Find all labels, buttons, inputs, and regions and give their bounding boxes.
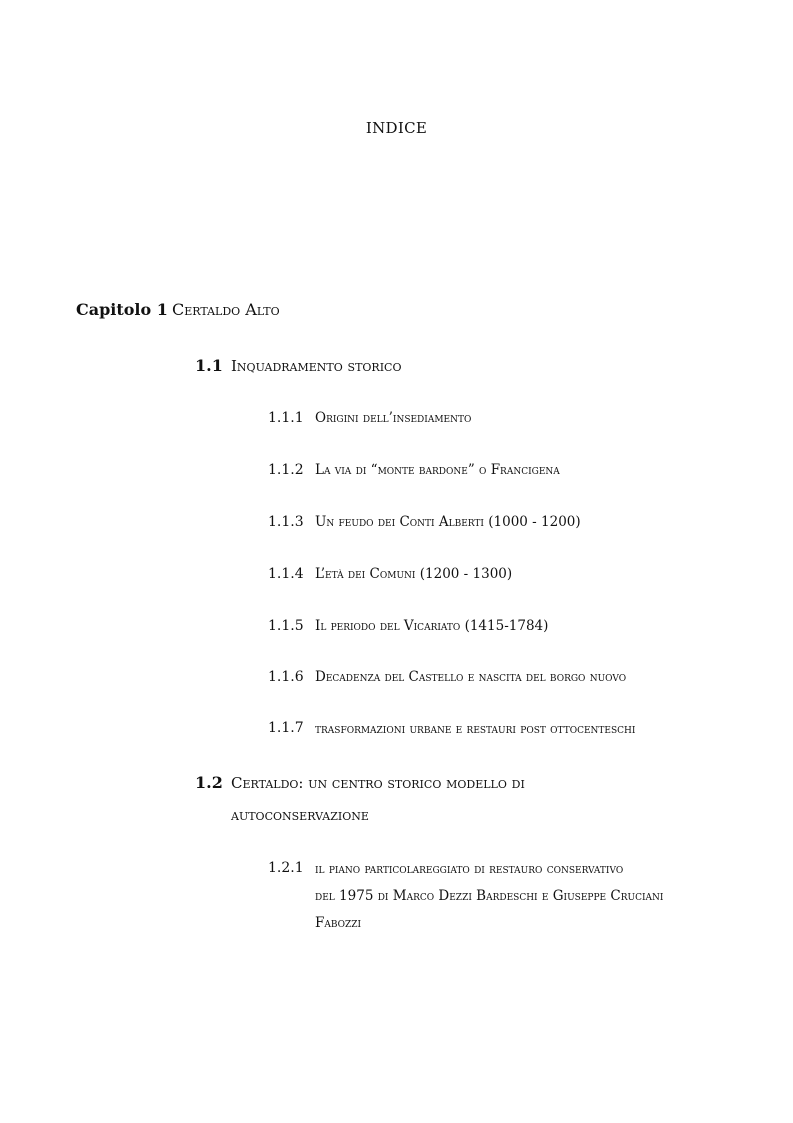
subsection-title: Decadenza del Castello e nascita del borgo nuovo [315, 669, 627, 685]
subsection-number: 1.1.5 [268, 618, 304, 634]
chapter-title: Certaldo Alto [172, 300, 280, 319]
subsection-number: 1.1.3 [268, 514, 304, 530]
section-title: Certaldo: un centro storico modello di [231, 774, 525, 792]
subsection-title-continued: del 1975 di Marco Dezzi Bardeschi e Giuseppe Cruciani [315, 888, 664, 904]
chapter-number: Capitolo 1 [76, 300, 168, 319]
subsection-title: trasformazioni urbane e restauri post ottocenteschi [315, 721, 636, 737]
subsection-number: 1.1.4 [268, 566, 304, 582]
subsection-title-continued: Fabozzi [315, 915, 362, 931]
subsection-title: Un feudo dei Conti Alberti (1000 - 1200) [315, 514, 581, 530]
subsection-title: il piano particolareggiato di restauro conservativo [315, 861, 624, 877]
page-title: INDICE [365, 119, 428, 137]
subsection-number: 1.1.2 [268, 462, 304, 478]
subsection-number: 1.1.7 [268, 720, 304, 736]
subsection-title: La via di “monte bardone” o Francigena [315, 462, 560, 478]
subsection-number: 1.2.1 [268, 860, 304, 876]
section-number: 1.1 [195, 356, 223, 375]
section-title-continued: autoconservazione [231, 806, 369, 824]
subsection-number: 1.1.1 [268, 410, 304, 426]
section-title: Inquadramento storico [231, 357, 402, 375]
subsection-number: 1.1.6 [268, 669, 304, 685]
subsection-title: L’età dei Comuni (1200 - 1300) [315, 566, 513, 582]
subsection-title: Il periodo del Vicariato (1415-1784) [315, 618, 549, 634]
section-number: 1.2 [195, 773, 223, 792]
subsection-title: Origini dell’insediamento [315, 410, 472, 426]
